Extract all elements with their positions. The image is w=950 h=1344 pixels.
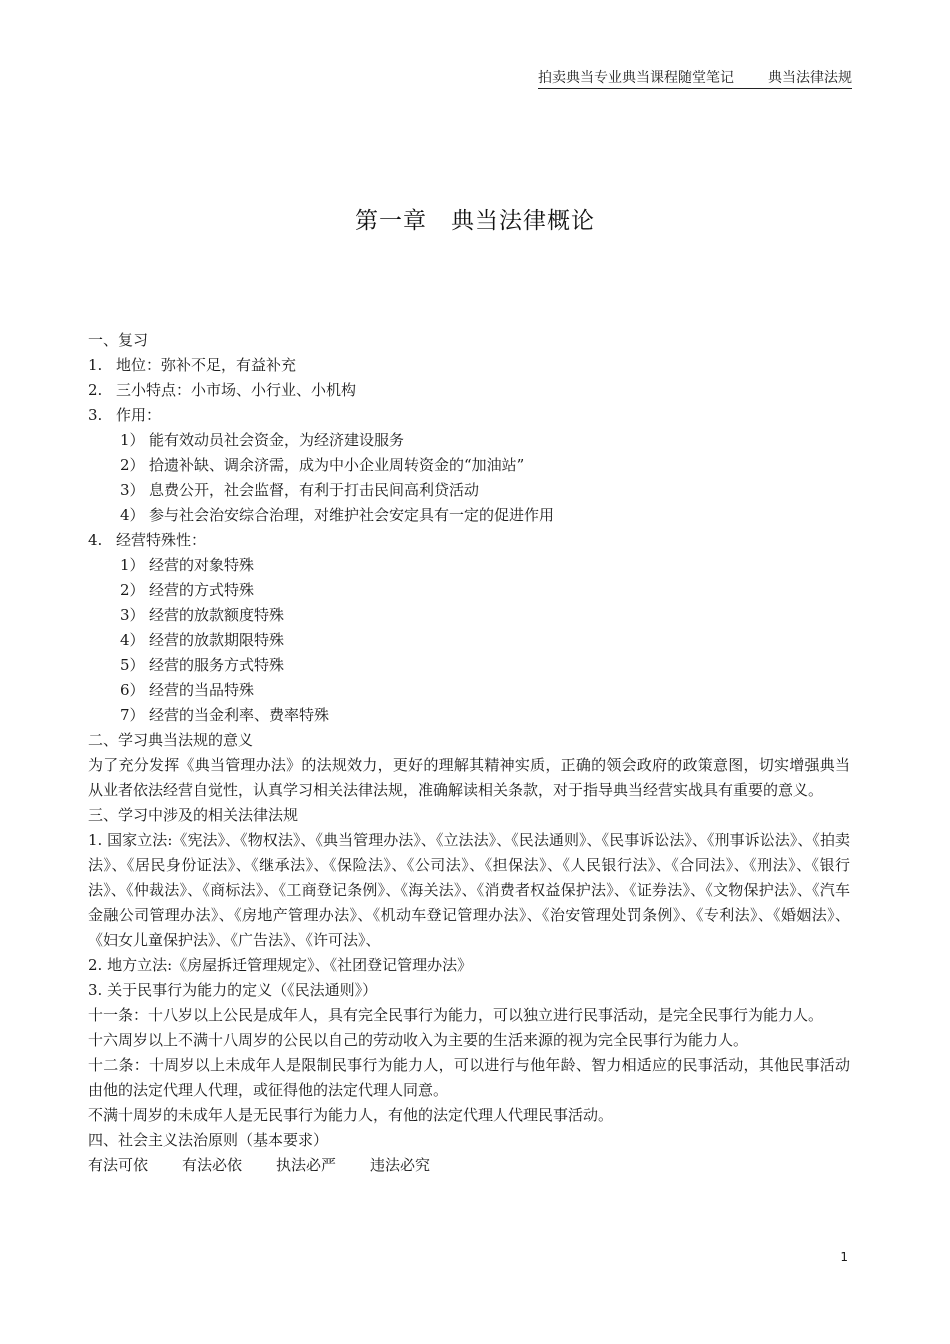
capacity-heading: 3. 关于民事行为能力的定义（《民法通则》） xyxy=(88,981,378,999)
sub-list-item: 7） 经营的当金利率、费率特殊 xyxy=(120,706,330,724)
header-course-title: 拍卖典当专业典当课程随堂笔记 xyxy=(538,70,734,86)
chapter-title: 第一章 典当法律概论 xyxy=(355,208,595,234)
sub-list-item: 2） 经营的方式特殊 xyxy=(120,581,255,599)
list-item: 1. 地位：弥补不足，有益补充 xyxy=(88,356,297,374)
sub-list-item: 1） 能有效动员社会资金，为经济建设服务 xyxy=(120,431,405,449)
header-subject: 典当法律法规 xyxy=(768,70,852,86)
section-heading-laws: 三、学习中涉及的相关法律法规 xyxy=(88,806,299,824)
sub-list-item: 2） 拾遗补缺、调余济需，成为中小企业周转资金的“加油站” xyxy=(120,456,525,474)
article-12: 十二条：十周岁以上未成年人是限制民事行为能力人，可以进行与他年龄、智力相适应的民事活动，其他民事活动由他的法定代理人代理，或征得他的法定代理人同意。 xyxy=(88,1056,850,1099)
significance-paragraph: 为了充分发挥《典当管理办法》的法规效力，更好的理解其精神实质，正确的领会政府的政策意图，切实增强典当从业者依法经营自觉性，认真学习相关法律法规，准确解读相关条款，对于指导典当经营实战具有重要的意义。 xyxy=(88,756,850,799)
sub-list-item: 1） 经营的对象特殊 xyxy=(120,556,255,574)
principle-item: 违法必究 xyxy=(370,1156,431,1174)
section-heading-significance: 二、学习典当法规的意义 xyxy=(88,731,254,749)
sub-list-item: 4） 参与社会治安综合治理，对维护社会安定具有一定的促进作用 xyxy=(120,506,555,524)
list-item: 2. 三小特点：小市场、小行业、小机构 xyxy=(88,381,357,399)
sub-list-item: 4） 经营的放款期限特殊 xyxy=(120,631,285,649)
article-11: 十一条：十八岁以上公民是成年人，具有完全民事行为能力，可以独立进行民事活动，是完全民事行为能力人。 xyxy=(88,1006,824,1024)
principle-item: 有法可依 xyxy=(88,1156,149,1174)
sub-list-item: 3） 息费公开，社会监督，有利于打击民间高利贷活动 xyxy=(120,481,480,499)
page-header xyxy=(538,68,852,89)
article-11-supplement: 十六周岁以上不满十八周岁的公民以自己的劳动收入为主要的生活来源的视为完全民事行为能力人。 xyxy=(88,1031,749,1049)
sub-list-item: 5） 经营的服务方式特殊 xyxy=(120,656,285,674)
sub-list-item: 3） 经营的放款额度特殊 xyxy=(120,606,285,624)
section-heading-review: 一、复习 xyxy=(88,331,149,349)
principles-row xyxy=(88,1153,850,1178)
local-legislation: 2. 地方立法:《房屋拆迁管理规定》、《社团登记管理办法》 xyxy=(88,956,473,974)
national-legislation: 1. 国家立法:《宪法》、《物权法》、《典当管理办法》、《立法法》、《民法通则》、《民事诉讼法》、《刑事诉讼法》、《拍卖法》、《居民身份证法》、《继承法》、《保险法》、《公司法》、《担保法》、《人民银行法》、《合同法》、《刑法》、《银行法》、《仲裁法》、《商标法》、《工商登记条例》、《海关法》、《消费者权益保护法》、《证券法》、《文物保护法》、《汽车金融公司管理办法》、《房地产管理办法》、《机动车登记管理办法》、《治安管理处罚条例》、《专利法》、《婚姻法》、《妇女儿童保护法》、《广告法》、《许可法》、 xyxy=(88,831,850,949)
list-item: 3. 作用： xyxy=(88,406,162,424)
list-item: 4. 经营特殊性： xyxy=(88,531,207,549)
sub-list-item: 6） 经营的当品特殊 xyxy=(120,681,255,699)
section-heading-rule-of-law: 四、社会主义法治原则（基本要求） xyxy=(88,1131,329,1149)
article-12-supplement: 不满十周岁的未成年人是无民事行为能力人，有他的法定代理人代理民事活动。 xyxy=(88,1106,614,1124)
document-body xyxy=(88,328,850,1178)
page-number: 1 xyxy=(840,1250,848,1264)
principle-item: 执法必严 xyxy=(276,1156,337,1174)
principle-item: 有法必依 xyxy=(182,1156,243,1174)
